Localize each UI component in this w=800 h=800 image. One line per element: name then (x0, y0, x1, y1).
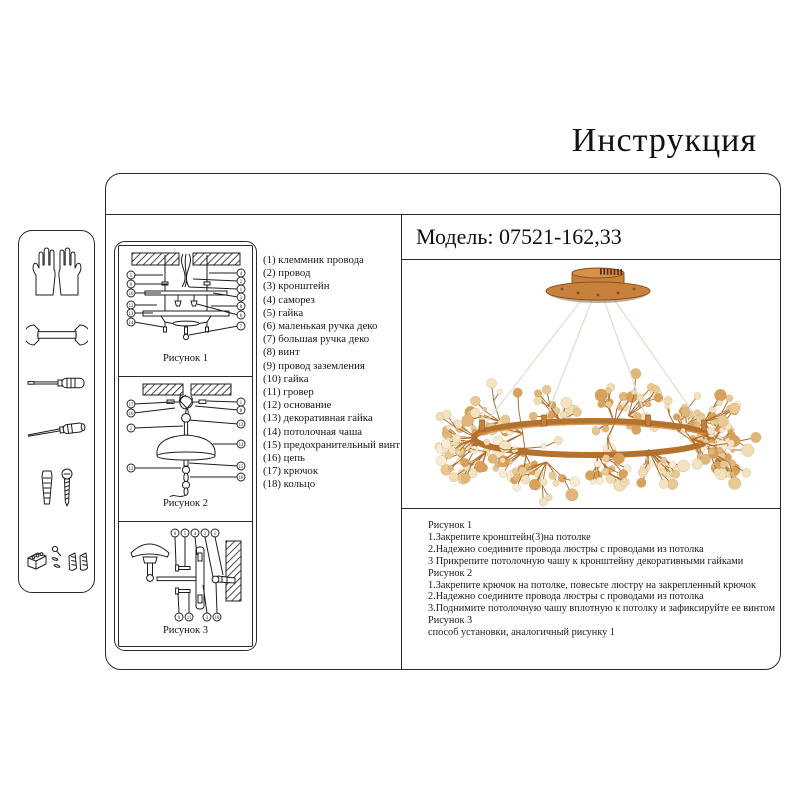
svg-text:3: 3 (239, 295, 242, 301)
svg-text:4: 4 (239, 271, 242, 277)
svg-text:8: 8 (239, 304, 242, 310)
instructions-text (402, 509, 780, 639)
part-item: (11) гровер (263, 386, 314, 399)
svg-text:12: 12 (128, 466, 133, 472)
figure-2-caption: Рисунок 2 (162, 498, 209, 509)
part-item: (14) потолочная чаша (263, 425, 363, 438)
svg-text:15: 15 (238, 464, 243, 470)
instruction-line: Рисунок 1 (428, 520, 473, 531)
instruction-line: 2.Надежно соедините провода люстры с проводами из потолка (428, 591, 704, 603)
part-item: (1) клеммник провода (263, 254, 364, 266)
svg-text:3: 3 (205, 615, 208, 621)
screwdriver-icon (26, 371, 88, 395)
parts-list (263, 254, 400, 492)
svg-text:10: 10 (128, 291, 133, 297)
instruction-line: 1.Закрепите крючок на потолке, повесьте люстру на закрепленный крючок (428, 579, 756, 591)
svg-text:6: 6 (173, 531, 176, 537)
svg-text:9: 9 (129, 282, 132, 288)
svg-text:11: 11 (186, 615, 191, 621)
part-item: (16) цепь (263, 452, 305, 465)
figure-2 (119, 377, 252, 522)
figure-3-caption: Рисунок 3 (162, 625, 209, 636)
instruction-line: 1.Закрепите кронштейн(3)на потолке (428, 531, 591, 543)
model-label: Модель: 07521-162,33 (402, 214, 780, 260)
main-frame (105, 173, 781, 670)
instruction-line: 3.Поднимите потолочную чашу вплотную к потолку и зафиксируйте ее винтом (428, 603, 775, 615)
svg-text:13: 13 (128, 311, 133, 317)
svg-text:16: 16 (128, 411, 133, 417)
figure-3 (119, 522, 252, 646)
figures-panel (114, 241, 257, 651)
svg-text:2: 2 (239, 279, 242, 285)
figure-3-diagram (123, 525, 249, 625)
part-item: (3) кронштейн (263, 280, 330, 293)
part-item: (10) гайка (263, 372, 309, 385)
ceiling-canopy (546, 268, 650, 303)
part-item: (15) предохранительный винт (263, 438, 400, 451)
part-item: (4) саморез (263, 293, 315, 306)
instruction-line: 3 Прикрепите потолочную чашу к кронштейну декоративными гайками (428, 555, 744, 567)
svg-text:10: 10 (214, 615, 219, 621)
instruction-line: Рисунок 3 (428, 615, 473, 627)
instruction-line: 2.Надежно соедините провода люстры с проводами из потолка (428, 543, 704, 555)
svg-text:9: 9 (177, 615, 180, 621)
svg-text:12: 12 (128, 303, 133, 309)
svg-text:17: 17 (128, 402, 133, 408)
wrench-icon (26, 319, 88, 349)
svg-text:14: 14 (238, 442, 243, 448)
svg-text:13: 13 (238, 422, 243, 428)
svg-text:5: 5 (129, 273, 132, 279)
svg-text:4: 4 (193, 531, 196, 537)
svg-text:5: 5 (183, 531, 186, 537)
chandelier-image (402, 260, 781, 508)
figure-1 (119, 246, 252, 377)
part-item: (6) маленькая ручка деко (263, 320, 378, 333)
instruction-line: Рисунок 2 (428, 567, 473, 579)
part-item: (7) большая ручка деко (263, 333, 370, 346)
product-photo (402, 260, 780, 509)
svg-text:2: 2 (203, 531, 206, 537)
part-item: (17) крючок (263, 465, 319, 478)
gloves-icon (28, 245, 86, 297)
figure-1-diagram (123, 249, 249, 353)
svg-text:8: 8 (239, 408, 242, 414)
figure-1-caption: Рисунок 1 (162, 353, 209, 364)
part-item: (8) винт (263, 346, 300, 359)
wall-plug-and-screw-icon (34, 466, 80, 510)
part-item: (9) провод заземления (263, 359, 365, 372)
page-title: Инструкция (571, 122, 757, 159)
tools-sidebar (18, 230, 95, 593)
svg-text:1: 1 (213, 531, 216, 537)
fasteners-set-icon (25, 532, 89, 576)
instruction-line: способ установки, аналогичный рисунку 1 (428, 627, 616, 639)
top-strip (106, 174, 780, 215)
part-item: (12) основание (263, 399, 332, 412)
svg-text:1: 1 (239, 400, 242, 406)
part-item: (2) провод (263, 267, 311, 280)
part-item: (5) гайка (263, 306, 304, 319)
part-item: (13) декоративная гайка (263, 412, 373, 425)
svg-text:7: 7 (239, 324, 242, 330)
svg-text:1: 1 (239, 287, 242, 293)
thin-screwdriver-icon (26, 416, 88, 444)
svg-text:14: 14 (128, 320, 133, 326)
part-item: (18) кольцо (263, 478, 316, 491)
svg-text:18: 18 (238, 475, 243, 481)
figure-2-diagram (123, 380, 249, 498)
svg-text:6: 6 (239, 313, 242, 319)
svg-text:2: 2 (129, 426, 132, 432)
